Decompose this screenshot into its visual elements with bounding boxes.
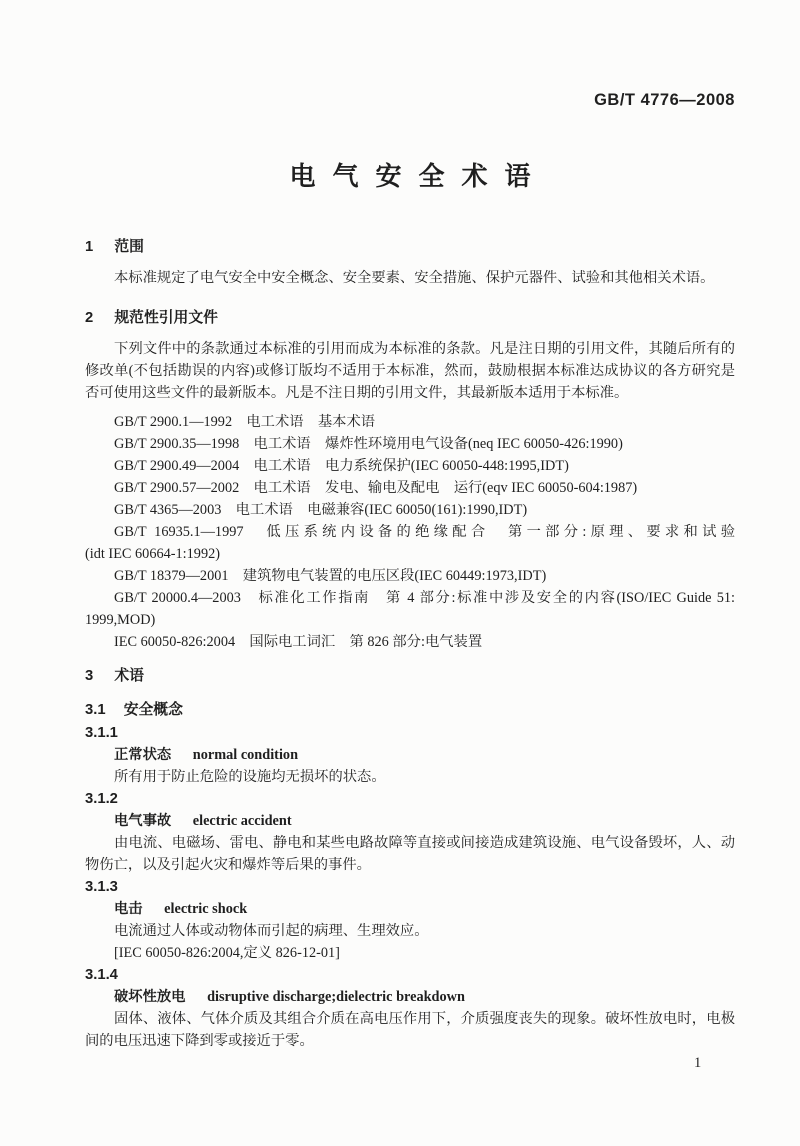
subsection-3-1-number: 3.1 [85, 702, 106, 718]
term-line [85, 810, 735, 832]
section-1-title: 范围 [114, 239, 144, 255]
scope-paragraph: 本标准规定了电气安全中安全概念、安全要素、安全措施、保护元器件、试验和其他相关术语。 [114, 270, 715, 286]
clause-number: 3.1.2 [85, 791, 118, 807]
term-definition: 电流通过人体或动物体而引起的病理、生理效应。 [114, 923, 429, 939]
section-2-number: 2 [85, 310, 94, 326]
term-entry-3-1-3 [85, 876, 735, 964]
term-english: electric shock [164, 901, 248, 917]
clause-number: 3.1.3 [85, 879, 118, 895]
section-3-number: 3 [85, 668, 94, 684]
page-number: 1 [694, 1055, 702, 1071]
reference-line: GB/T 2900.35—1998 电工术语 爆炸性环境用电气设备(neq IEC 60050-426:1990) [114, 436, 623, 452]
term-source-reference: [IEC 60050-826:2004,定义 826-12-01] [114, 945, 340, 961]
reference-line: GB/T 2900.57—2002 电工术语 发电、输电及配电 运行(eqv IEC 60050-604:1987) [114, 480, 638, 496]
term-chinese: 破坏性放电 [114, 989, 186, 1005]
term-line [85, 898, 735, 920]
section-2-heading [85, 307, 735, 329]
term-english: normal condition [192, 747, 299, 763]
reference-line: GB/T 2900.1—1992 电工术语 基本术语 [114, 414, 376, 430]
term-definition: 固体、液体、气体介质及其组合介质在高电压作用下，介质强度丧失的现象。破坏性放电时，电极间的电压迅速下降到零或接近于零。 [85, 1011, 735, 1049]
clause-number: 3.1.1 [85, 725, 118, 741]
subsection-3-1-heading [85, 699, 735, 721]
section-1-number: 1 [85, 239, 94, 255]
document-title: 电气安全术语 [289, 161, 548, 191]
term-chinese: 电击 [114, 901, 143, 917]
term-english: disruptive discharge;dielectric breakdown [207, 989, 465, 1005]
standard-code: GB/T 4776—2008 [594, 91, 735, 109]
term-entry-3-1-1 [85, 722, 735, 788]
section-2-title: 规范性引用文件 [114, 310, 218, 326]
term-definition: 由电流、电磁场、雷电、静电和某些电路故障等直接或间接造成建筑设施、电气设备毁坏，人、动物伤亡，以及引起火灾和爆炸等后果的事件。 [85, 835, 735, 873]
section-3-heading [85, 665, 735, 687]
subsection-3-1-title: 安全概念 [123, 702, 183, 718]
term-line [85, 744, 735, 766]
reference-line: IEC 60050-826:2004 国际电工词汇 第 826 部分:电气装置 [114, 634, 483, 650]
term-entry-3-1-2 [85, 788, 735, 876]
term-chinese: 电气事故 [114, 813, 172, 829]
reference-line: GB/T 20000.4—2003 标准化工作指南 第 4 部分:标准中涉及安全的内容(ISO/IEC Guide 51: [114, 590, 735, 606]
page-content [85, 0, 735, 1052]
reference-line: GB/T 4365—2003 电工术语 电磁兼容(IEC 60050(161):1990,IDT) [114, 502, 528, 518]
reference-line: GB/T 18379—2001 建筑物电气装置的电压区段(IEC 60449:1973,IDT) [114, 568, 547, 584]
reference-line-continuation: (idt IEC 60664-1:1992) [85, 546, 221, 562]
reference-line: GB/T 2900.49—2004 电工术语 电力系统保护(IEC 60050-448:1995,IDT) [114, 458, 569, 474]
section-3-title: 术语 [114, 668, 144, 684]
reference-line-continuation: 1999,MOD) [85, 612, 156, 628]
section-1-heading [85, 236, 735, 258]
term-entry-3-1-4 [85, 964, 735, 1052]
clause-number: 3.1.4 [85, 967, 118, 983]
normative-references-intro: 下列文件中的条款通过本标准的引用而成为本标准的条款。凡是注日期的引用文件，其随后所有的修改单(不包括勘误的内容)或修订版均不适用于本标准，然而，鼓励根据本标准达成协议的各方研究是否可使用这些文件的最新版本。凡是不注日期的引用文件，其最新版本适用于本标准。 [85, 341, 735, 401]
term-definition: 所有用于防止危险的设施均无损坏的状态。 [114, 769, 386, 785]
term-english: electric accident [192, 813, 292, 829]
term-chinese: 正常状态 [114, 747, 172, 763]
reference-line: GB/T 16935.1—1997 低压系统内设备的绝缘配合 第一部分:原理、要求和试验 [114, 524, 735, 540]
reference-list [85, 411, 735, 653]
term-line [85, 986, 735, 1008]
